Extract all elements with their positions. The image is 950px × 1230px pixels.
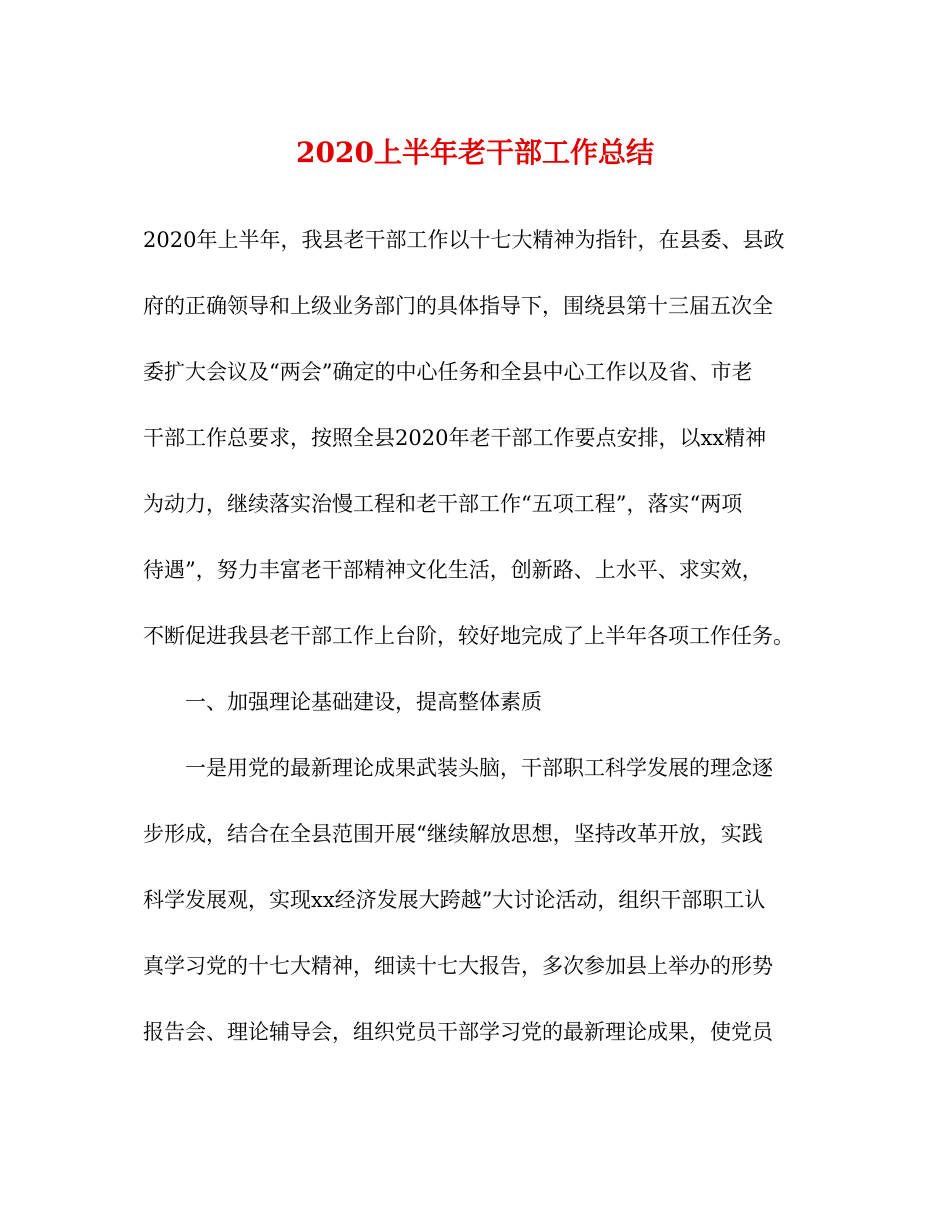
body-line: 为动力，继续落实治慢工程和老干部工作“五项工程”，落实“两项 xyxy=(143,492,743,516)
body-line: 不断促进我县老干部工作上台阶，较好地完成了上半年各项工作任务。 xyxy=(143,624,794,648)
body-line: 一是用党的最新理论成果武装头脑，干部职工科学发展的理念逐 xyxy=(185,756,773,780)
body-line: 科学发展观，实现xx经济发展大跨越”大讨论活动，组织干部职工认 xyxy=(143,888,766,912)
body-line: 待遇”，努力丰富老干部精神文化生活，创新路、上水平、求实效， xyxy=(143,558,763,582)
section-heading: 一、加强理论基础建设，提高整体素质 xyxy=(185,690,542,714)
body-line: 委扩大会议及“两会”确定的中心任务和全县中心工作以及省、市老 xyxy=(143,360,753,384)
body-line: 干部工作总要求，按照全县2020年老干部工作要点安排，以xx精神 xyxy=(143,426,767,450)
body-line: 真学习党的十七大精神，细读十七大报告，多次参加县上举办的形势 xyxy=(143,954,773,978)
document-title: 2020上半年老干部工作总结 xyxy=(296,136,654,169)
body-line: 府的正确领导和上级业务部门的具体指导下，围绕县第十三届五次全 xyxy=(143,294,773,318)
body-line: 2020年上半年，我县老干部工作以十七大精神为指针，在县委、县政 xyxy=(143,228,785,252)
body-line: 报告会、理论辅导会，组织党员干部学习党的最新理论成果，使党员 xyxy=(143,1020,773,1044)
body-line: 步形成，结合在全县范围开展“继续解放思想，坚持改革开放，实践 xyxy=(143,822,763,846)
